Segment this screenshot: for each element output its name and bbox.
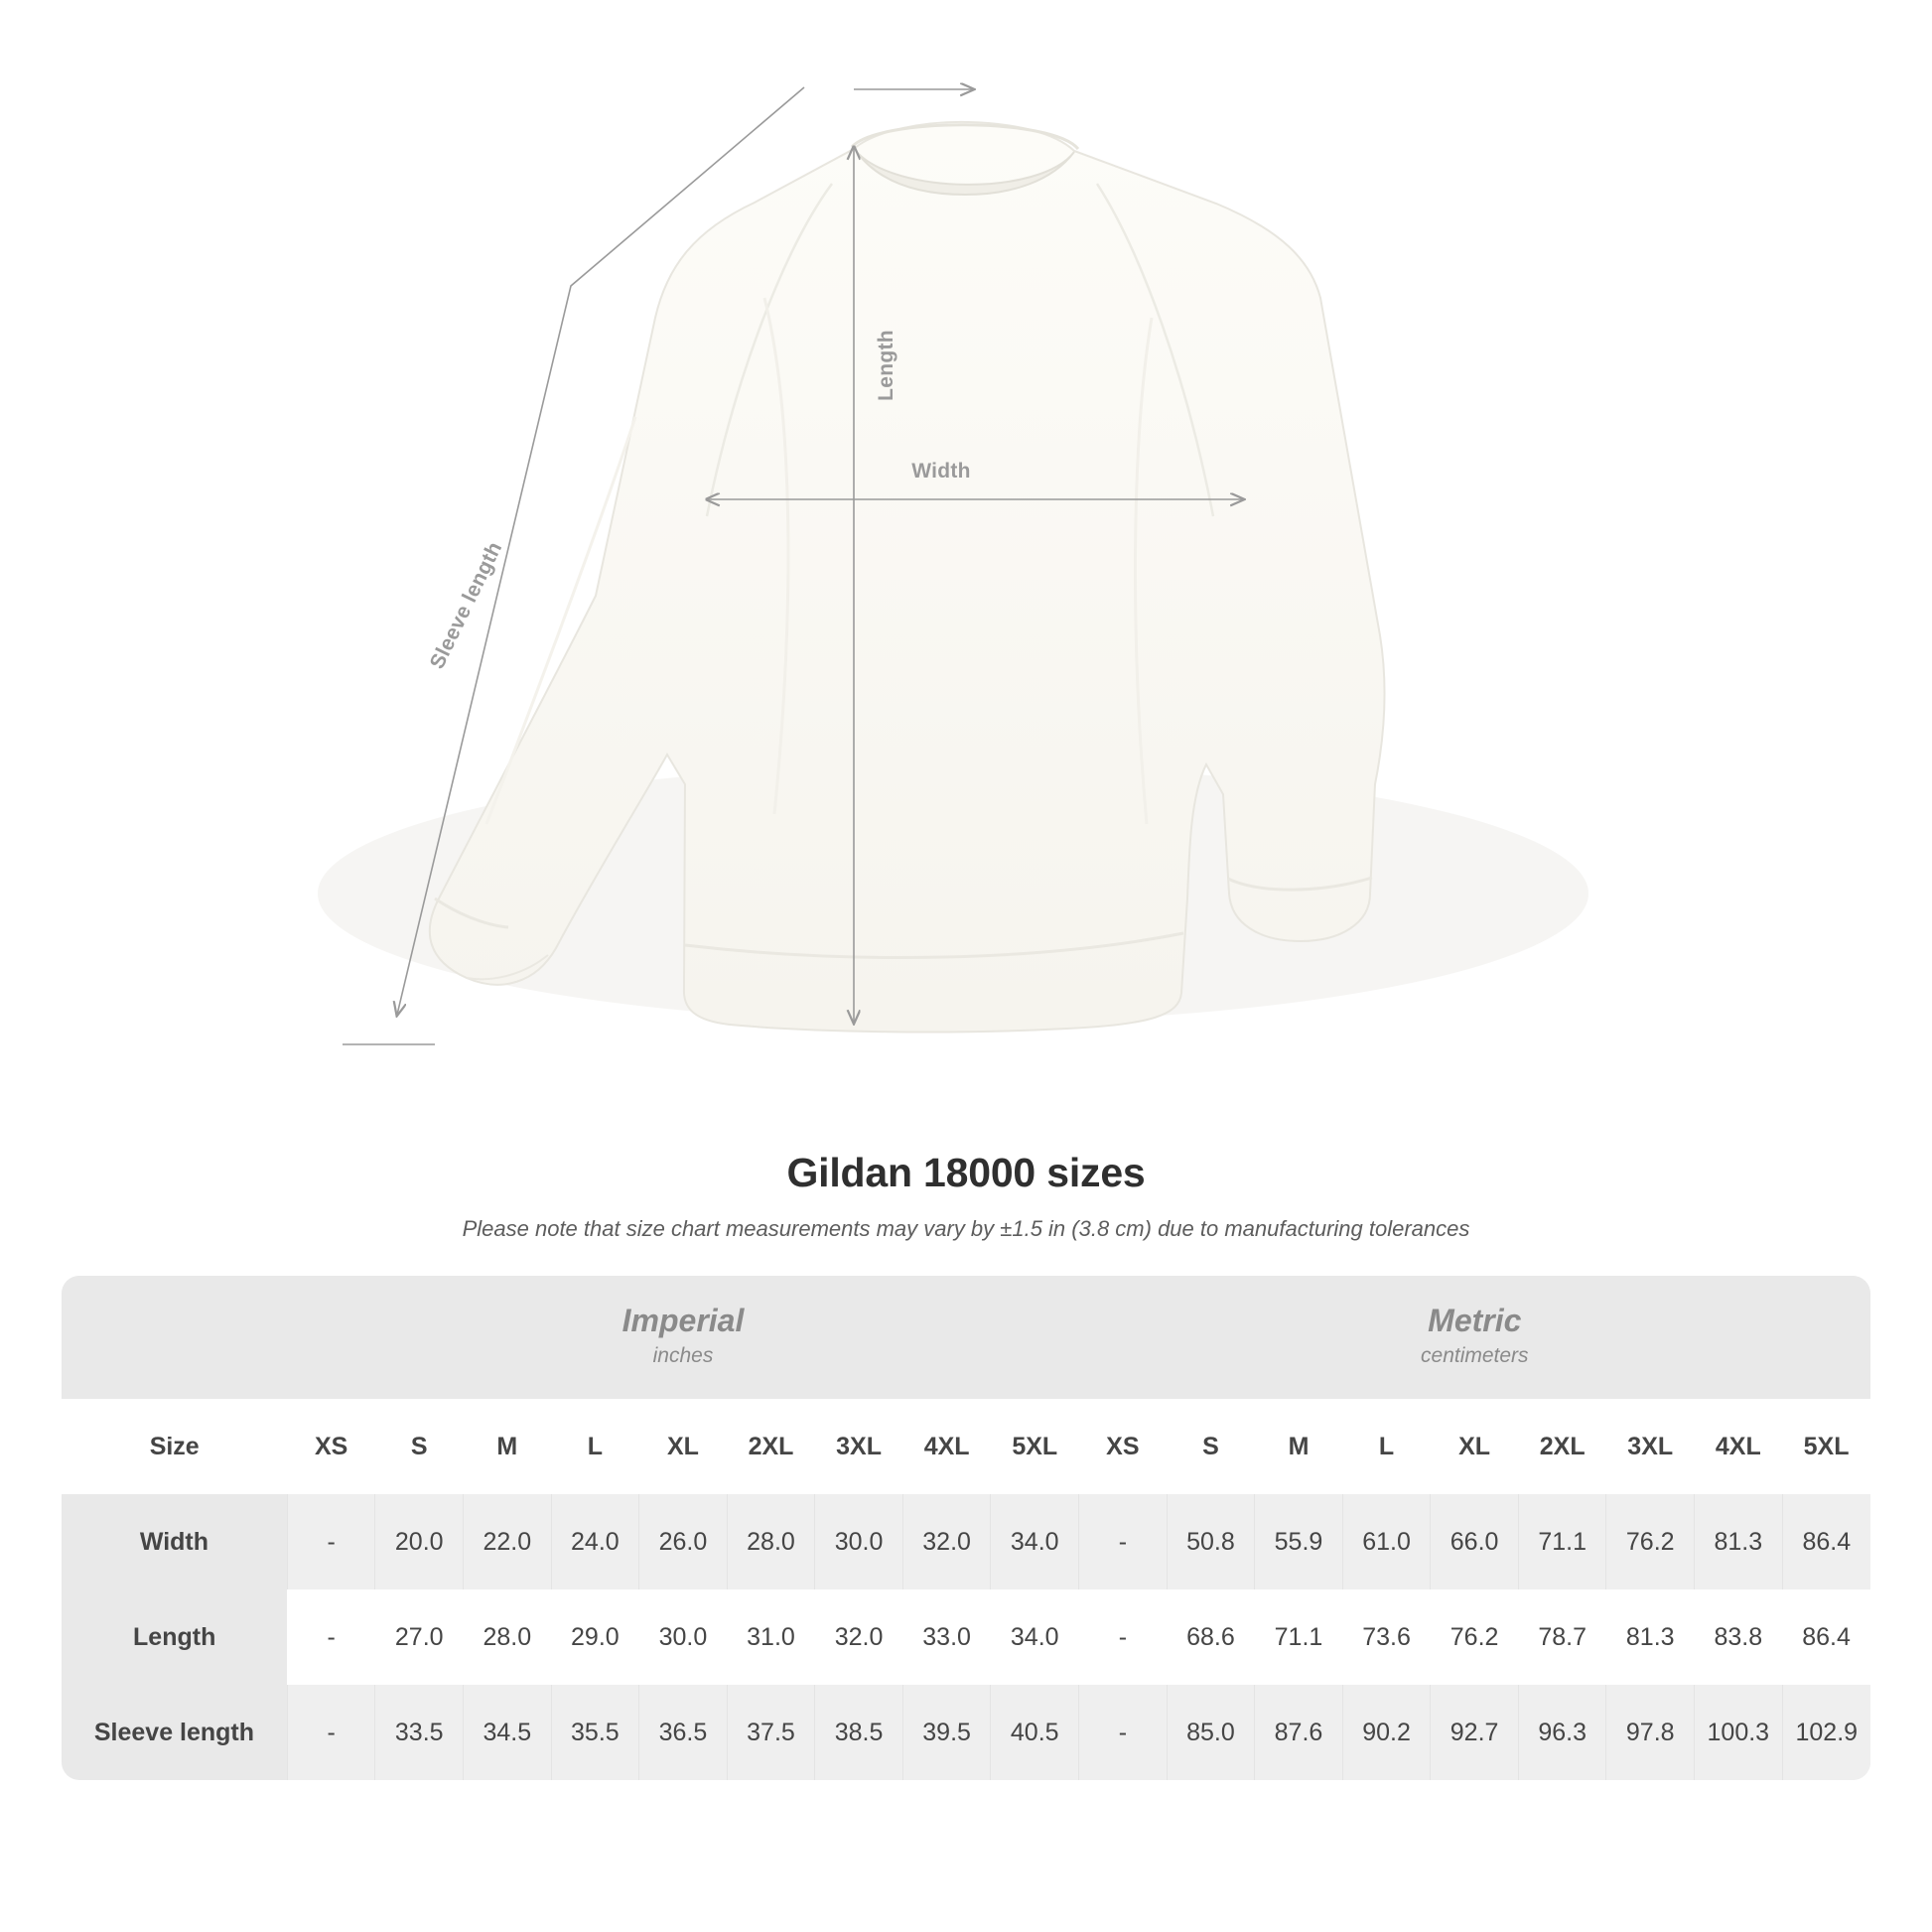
sleeve-metric-m: 87.6 xyxy=(1255,1685,1343,1780)
sleeve-imperial-xl: 36.5 xyxy=(639,1685,728,1780)
width-imperial-4xl: 32.0 xyxy=(902,1494,991,1589)
heading-block xyxy=(0,1150,1932,1242)
width-metric-4xl: 81.3 xyxy=(1695,1494,1783,1589)
metric-unit-cell xyxy=(1079,1276,1870,1399)
length-metric-m: 71.1 xyxy=(1255,1589,1343,1685)
page-title: Gildan 18000 sizes xyxy=(786,1150,1146,1195)
width-imperial-xs: - xyxy=(287,1494,375,1589)
size-header-metric-4xl: 4XL xyxy=(1695,1399,1783,1494)
length-imperial-3xl: 32.0 xyxy=(815,1589,903,1685)
sleeve-imperial-xs: - xyxy=(287,1685,375,1780)
length-imperial-xs: - xyxy=(287,1589,375,1685)
size-header-imperial-3xl: 3XL xyxy=(815,1399,903,1494)
length-imperial-xl: 30.0 xyxy=(639,1589,728,1685)
length-metric-3xl: 81.3 xyxy=(1606,1589,1695,1685)
size-header-metric-2xl: 2XL xyxy=(1518,1399,1606,1494)
sleeve-metric-xl: 92.7 xyxy=(1431,1685,1519,1780)
size-header-imperial-m: M xyxy=(464,1399,552,1494)
size-header-imperial-xl: XL xyxy=(639,1399,728,1494)
row-label-length: Length xyxy=(133,1622,216,1651)
size-header-metric-xl: XL xyxy=(1431,1399,1519,1494)
size-header-imperial-4xl: 4XL xyxy=(902,1399,991,1494)
imperial-unit-name: Imperial xyxy=(621,1302,745,1338)
length-metric-5xl: 86.4 xyxy=(1782,1589,1870,1685)
length-metric-xs: - xyxy=(1079,1589,1168,1685)
length-metric-s: 68.6 xyxy=(1167,1589,1255,1685)
tolerance-note: Please note that size chart measurements may vary by ±1.5 in (3.8 cm) due to manufacturing tolerances xyxy=(462,1216,1470,1241)
length-imperial-s: 27.0 xyxy=(375,1589,464,1685)
width-metric-m: 55.9 xyxy=(1255,1494,1343,1589)
sleeve-imperial-4xl: 39.5 xyxy=(902,1685,991,1780)
length-imperial-2xl: 31.0 xyxy=(727,1589,815,1685)
width-metric-2xl: 71.1 xyxy=(1518,1494,1606,1589)
length-metric-4xl: 83.8 xyxy=(1695,1589,1783,1685)
sleeve-metric-5xl: 102.9 xyxy=(1782,1685,1870,1780)
sleeve-metric-4xl: 100.3 xyxy=(1695,1685,1783,1780)
metric-unit-sub: centimeters xyxy=(1421,1343,1529,1367)
width-imperial-m: 22.0 xyxy=(464,1494,552,1589)
row-label-sleeve-length: Sleeve length xyxy=(93,1718,255,1746)
sleeve-imperial-2xl: 37.5 xyxy=(727,1685,815,1780)
width-imperial-s: 20.0 xyxy=(375,1494,464,1589)
length-imperial-l: 29.0 xyxy=(551,1589,639,1685)
sleeve-imperial-3xl: 38.5 xyxy=(815,1685,903,1780)
table-row xyxy=(62,1589,1870,1685)
length-metric-l: 73.6 xyxy=(1342,1589,1431,1685)
size-table xyxy=(62,1276,1870,1780)
length-metric-xl: 76.2 xyxy=(1431,1589,1519,1685)
size-header-metric-5xl: 5XL xyxy=(1782,1399,1870,1494)
width-metric-l: 61.0 xyxy=(1342,1494,1431,1589)
size-label-cell: Size xyxy=(62,1399,287,1494)
imperial-unit-cell xyxy=(287,1276,1078,1399)
size-header-imperial-l: L xyxy=(551,1399,639,1494)
unit-spacer-cell xyxy=(62,1276,287,1399)
width-metric-s: 50.8 xyxy=(1167,1494,1255,1589)
length-imperial-4xl: 33.0 xyxy=(902,1589,991,1685)
table-row xyxy=(62,1494,1870,1589)
sleeve-imperial-l: 35.5 xyxy=(551,1685,639,1780)
sweatshirt-shape xyxy=(430,122,1385,1033)
size-header-imperial-s: S xyxy=(375,1399,464,1494)
sleeve-imperial-s: 33.5 xyxy=(375,1685,464,1780)
length-dimension-label: Length xyxy=(875,330,897,401)
size-header-imperial-5xl: 5XL xyxy=(991,1399,1079,1494)
width-imperial-xl: 26.0 xyxy=(639,1494,728,1589)
width-imperial-5xl: 34.0 xyxy=(991,1494,1079,1589)
metric-unit-name: Metric xyxy=(1428,1302,1522,1338)
size-header-metric-3xl: 3XL xyxy=(1606,1399,1695,1494)
unit-header-row xyxy=(62,1276,1870,1399)
size-header-row xyxy=(62,1399,1870,1494)
sleeve-metric-2xl: 96.3 xyxy=(1518,1685,1606,1780)
width-metric-5xl: 86.4 xyxy=(1782,1494,1870,1589)
imperial-unit-sub: inches xyxy=(652,1343,714,1367)
sleeve-length-dimension-label: Sleeve length xyxy=(425,538,507,673)
sleeve-metric-xs: - xyxy=(1079,1685,1168,1780)
length-metric-2xl: 78.7 xyxy=(1518,1589,1606,1685)
size-header-metric-s: S xyxy=(1167,1399,1255,1494)
sleeve-metric-l: 90.2 xyxy=(1342,1685,1431,1780)
sleeve-imperial-5xl: 40.5 xyxy=(991,1685,1079,1780)
width-metric-xl: 66.0 xyxy=(1431,1494,1519,1589)
width-metric-3xl: 76.2 xyxy=(1606,1494,1695,1589)
sleeve-metric-s: 85.0 xyxy=(1167,1685,1255,1780)
length-imperial-m: 28.0 xyxy=(464,1589,552,1685)
width-metric-xs: - xyxy=(1079,1494,1168,1589)
size-header-imperial-2xl: 2XL xyxy=(727,1399,815,1494)
width-imperial-l: 24.0 xyxy=(551,1494,639,1589)
size-header-metric-xs: XS xyxy=(1079,1399,1168,1494)
width-imperial-2xl: 28.0 xyxy=(727,1494,815,1589)
sleeve-imperial-m: 34.5 xyxy=(464,1685,552,1780)
width-imperial-3xl: 30.0 xyxy=(815,1494,903,1589)
width-dimension-label: Width xyxy=(911,460,971,483)
sleeve-metric-3xl: 97.8 xyxy=(1606,1685,1695,1780)
size-header-imperial-xs: XS xyxy=(287,1399,375,1494)
size-table-container xyxy=(62,1276,1870,1780)
size-header-metric-l: L xyxy=(1342,1399,1431,1494)
size-header-metric-m: M xyxy=(1255,1399,1343,1494)
length-imperial-5xl: 34.0 xyxy=(991,1589,1079,1685)
row-label-width: Width xyxy=(139,1527,209,1556)
table-row xyxy=(62,1685,1870,1780)
